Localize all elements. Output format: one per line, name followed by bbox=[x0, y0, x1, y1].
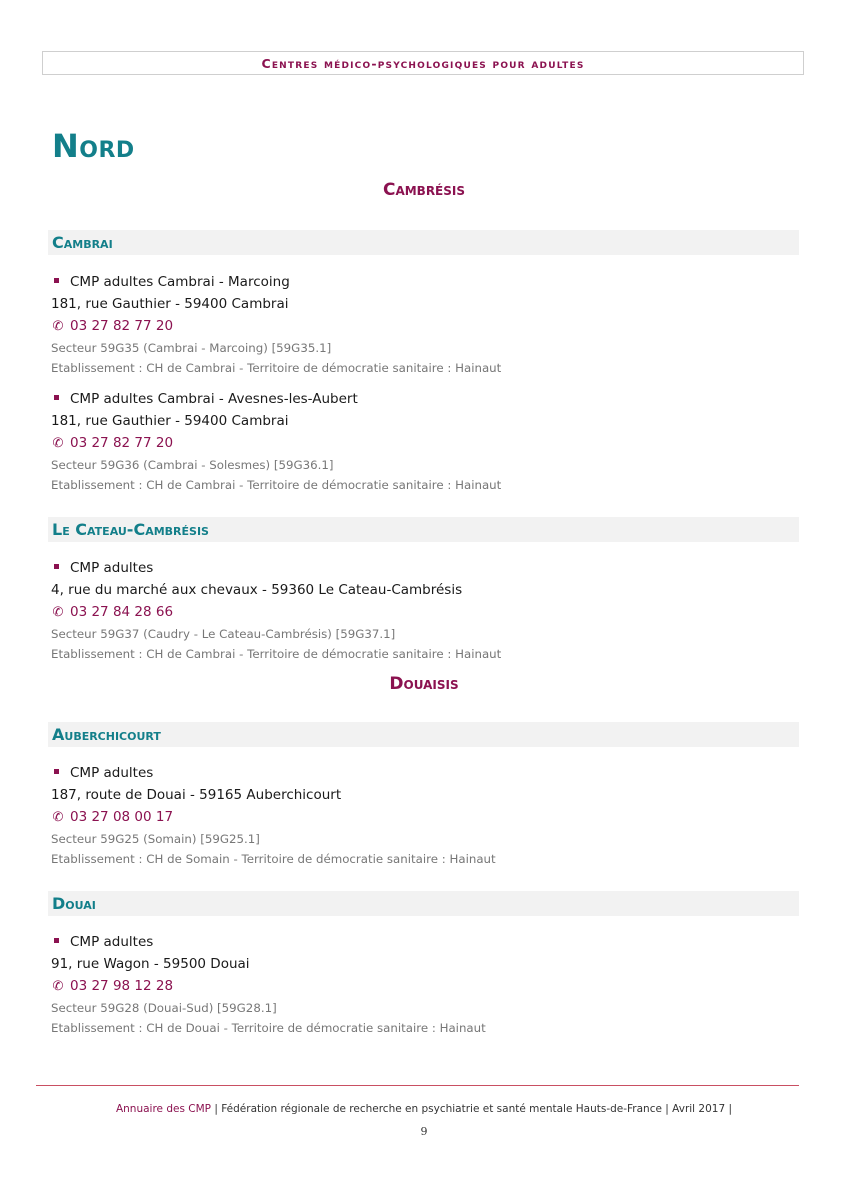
footer-credits bbox=[0, 1101, 848, 1117]
phone-icon: ✆ bbox=[52, 810, 64, 825]
cmp-phone: 03 27 98 12 28 bbox=[70, 978, 174, 994]
cmp-address: 4, rue du marché aux chevaux - 59360 Le Cateau-Cambrésis bbox=[51, 582, 463, 598]
cmp-phone: 03 27 82 77 20 bbox=[70, 435, 174, 451]
cmp-phone-row bbox=[51, 975, 771, 998]
cmp-establishment: Etablissement : CH de Somain - Territoire de démocratie sanitaire : Hainaut bbox=[51, 852, 496, 866]
zone-title-cambresis: Cambrésis bbox=[382, 180, 466, 200]
cmp-entry bbox=[51, 388, 771, 495]
cmp-name-row bbox=[51, 557, 771, 579]
square-bullet-icon bbox=[54, 769, 59, 774]
phone-icon: ✆ bbox=[52, 979, 64, 994]
cmp-phone: 03 27 84 28 66 bbox=[70, 604, 174, 620]
city-title: Auberchicourt bbox=[52, 725, 161, 744]
cmp-name-row bbox=[51, 931, 771, 953]
cmp-name-row bbox=[51, 271, 771, 293]
square-bullet-icon bbox=[54, 278, 59, 283]
cmp-sector: Secteur 59G28 (Douai-Sud) [59G28.1] bbox=[51, 1001, 277, 1015]
cmp-establishment: Etablissement : CH de Douai - Territoire de démocratie sanitaire : Hainaut bbox=[51, 1021, 486, 1035]
footer-text: | Fédération régionale de recherche en psychiatrie et santé mentale Hauts-de-France | Avril 2017 | bbox=[211, 1103, 733, 1115]
city-header-le-cateau-cambresis bbox=[48, 517, 799, 542]
square-bullet-icon bbox=[54, 395, 59, 400]
square-bullet-icon bbox=[54, 938, 59, 943]
cmp-name-row bbox=[51, 388, 771, 410]
phone-icon: ✆ bbox=[52, 436, 64, 451]
page-number: 9 bbox=[420, 1125, 428, 1138]
cmp-entry bbox=[51, 271, 771, 378]
cmp-address: 181, rue Gauthier - 59400 Cambrai bbox=[51, 413, 289, 429]
city-title: Cambrai bbox=[52, 233, 113, 252]
city-title: Le Cateau-Cambrésis bbox=[52, 520, 209, 539]
city-header-auberchicourt bbox=[48, 722, 799, 747]
square-bullet-icon bbox=[54, 564, 59, 569]
cmp-establishment: Etablissement : CH de Cambrai - Territoire de démocratie sanitaire : Hainaut bbox=[51, 647, 502, 661]
cmp-sector: Secteur 59G37 (Caudry - Le Cateau-Cambrésis) [59G37.1] bbox=[51, 627, 396, 641]
cmp-phone-row bbox=[51, 432, 771, 455]
cmp-phone-row bbox=[51, 601, 771, 624]
cmp-name-row bbox=[51, 762, 771, 784]
cmp-establishment: Etablissement : CH de Cambrai - Territoire de démocratie sanitaire : Hainaut bbox=[51, 478, 502, 492]
footer-divider bbox=[36, 1085, 799, 1086]
cmp-establishment: Etablissement : CH de Cambrai - Territoire de démocratie sanitaire : Hainaut bbox=[51, 361, 502, 375]
header-title: Centres médico-psychologiques pour adultes bbox=[261, 56, 585, 71]
cmp-phone: 03 27 82 77 20 bbox=[70, 318, 174, 334]
page-header bbox=[42, 51, 804, 75]
cmp-entry bbox=[51, 557, 771, 664]
footer-brand: Annuaire des CMP bbox=[115, 1103, 211, 1115]
cmp-name: CMP adultes Cambrai - Avesnes-les-Aubert bbox=[70, 391, 358, 407]
zone-title-douaisis: Douaisis bbox=[389, 674, 459, 694]
city-header-douai bbox=[48, 891, 799, 916]
cmp-phone: 03 27 08 00 17 bbox=[70, 809, 174, 825]
city-header-cambrai bbox=[48, 230, 799, 255]
cmp-phone-row bbox=[51, 806, 771, 829]
cmp-sector: Secteur 59G25 (Somain) [59G25.1] bbox=[51, 832, 260, 846]
cmp-address: 187, route de Douai - 59165 Auberchicourt bbox=[51, 787, 342, 803]
cmp-name: CMP adultes bbox=[70, 560, 154, 576]
cmp-sector: Secteur 59G36 (Cambrai - Solesmes) [59G36.1] bbox=[51, 458, 334, 472]
city-title: Douai bbox=[52, 894, 96, 913]
phone-icon: ✆ bbox=[52, 605, 64, 620]
department-title: Nord bbox=[52, 127, 135, 165]
cmp-address: 181, rue Gauthier - 59400 Cambrai bbox=[51, 296, 289, 312]
cmp-sector: Secteur 59G35 (Cambrai - Marcoing) [59G35.1] bbox=[51, 341, 332, 355]
cmp-address: 91, rue Wagon - 59500 Douai bbox=[51, 956, 250, 972]
cmp-name: CMP adultes bbox=[70, 765, 154, 781]
cmp-entry bbox=[51, 762, 771, 869]
cmp-name: CMP adultes bbox=[70, 934, 154, 950]
cmp-name: CMP adultes Cambrai - Marcoing bbox=[70, 274, 290, 290]
phone-icon: ✆ bbox=[52, 319, 64, 334]
cmp-entry bbox=[51, 931, 771, 1038]
cmp-phone-row bbox=[51, 315, 771, 338]
